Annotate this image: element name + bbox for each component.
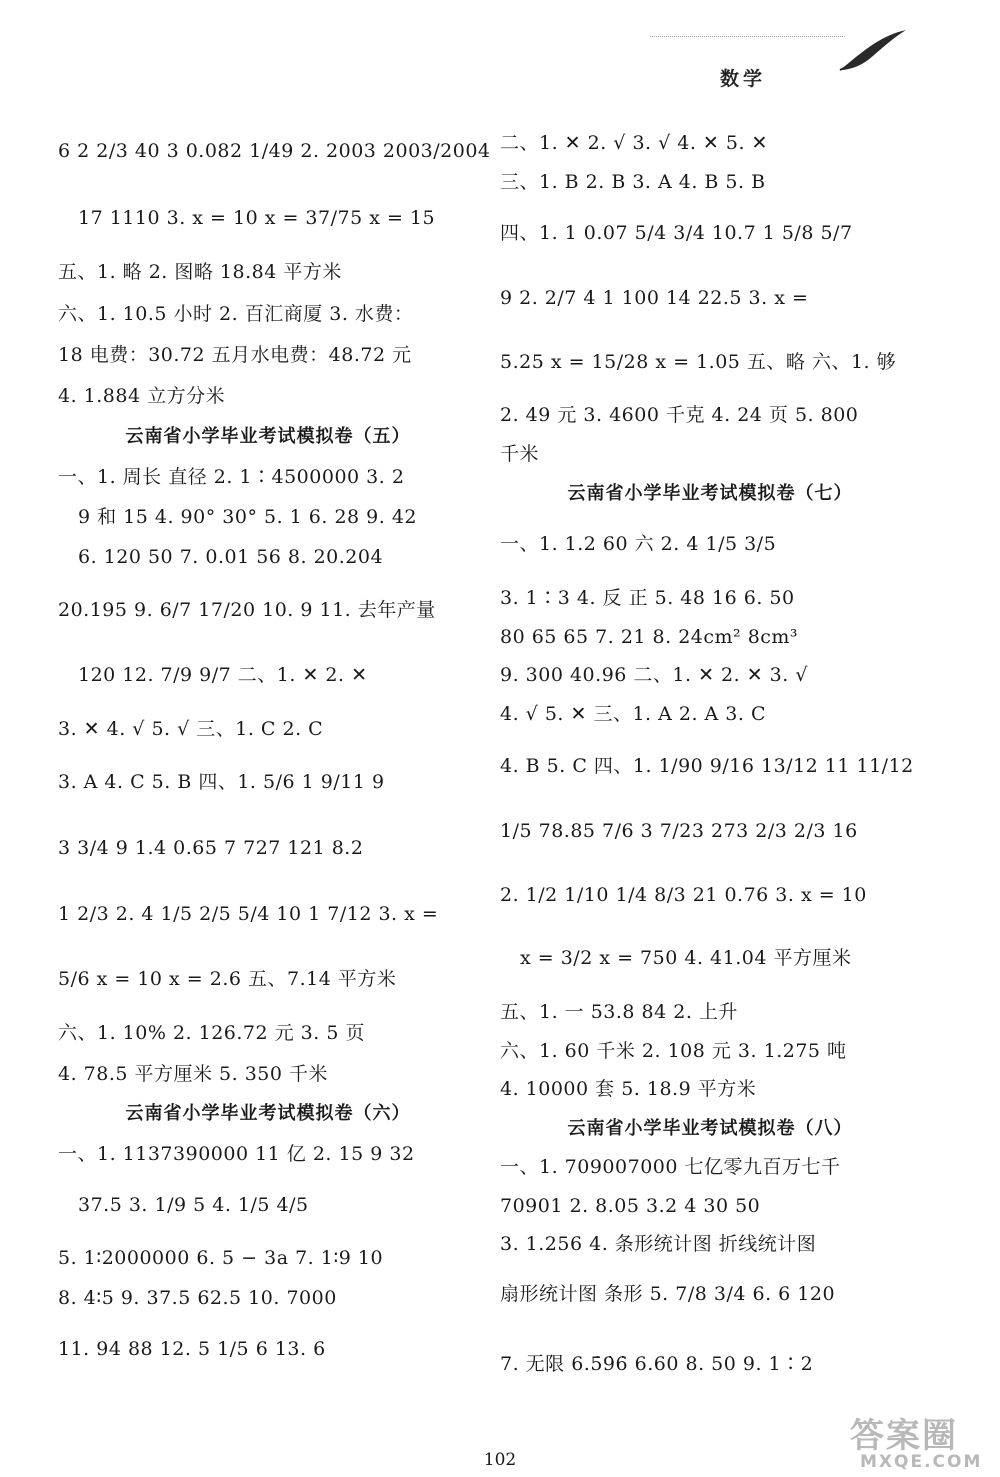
answer-line: 3 3/4 9 1.4 0.65 7 727 121 8.2 bbox=[58, 837, 364, 859]
answer-line: x = 3/2 x = 750 4. 41.04 平方厘米 bbox=[520, 947, 852, 969]
answer-line: 37.5 3. 1/9 5 4. 1/5 4/5 bbox=[78, 1194, 309, 1216]
header-dotted-line bbox=[650, 36, 845, 37]
answer-line: 3. ✕ 4. √ 5. √ 三、1. C 2. C bbox=[58, 718, 324, 740]
answer-line: 3. 1∶3 4. 反 正 5. 48 16 6. 50 bbox=[500, 587, 795, 609]
answer-line: 扇形统计图 条形 5. 7/8 3/4 6. 6 120 bbox=[500, 1283, 836, 1305]
answer-line: 3. A 4. C 5. B 四、1. 5/6 1 9/11 9 bbox=[58, 771, 385, 793]
answer-line: 3. 1.256 4. 条形统计图 折线统计图 bbox=[500, 1233, 817, 1255]
answer-line: 80 65 65 7. 21 8. 24cm² 8cm³ bbox=[500, 626, 799, 648]
answer-line: 一、1. 周长 直径 2. 1∶4500000 3. 2 bbox=[58, 466, 405, 488]
answer-line: 1 2/3 2. 4 1/5 2/5 5/4 10 1 7/12 3. x = bbox=[58, 903, 439, 925]
answer-line: 70901 2. 8.05 3.2 4 30 50 bbox=[500, 1195, 761, 1217]
answer-line: 2. 49 元 3. 4600 千克 4. 24 页 5. 800 bbox=[500, 404, 859, 426]
answer-line: 7. 无限 6.5̇9̇6̇ 6.60 8. 50 9. 1∶2 bbox=[500, 1353, 814, 1375]
watermark-logo: 答案圈 MXQE.COM bbox=[850, 1416, 983, 1472]
answer-line: 六、1. 10% 2. 126.72 元 3. 5 页 bbox=[58, 1022, 365, 1044]
answer-line: 5. 1∶2000000 6. 5 − 3a 7. 1∶9 10 bbox=[58, 1247, 384, 1269]
answer-line: 5/6 x = 10 x = 2.6 五、7.14 平方米 bbox=[58, 968, 397, 990]
answer-line: 4. 10000 套 5. 18.9 平方米 bbox=[500, 1078, 757, 1100]
answer-line: 五、1. 略 2. 图略 18.84 平方米 bbox=[58, 261, 342, 283]
answer-line: 千米 bbox=[500, 443, 540, 465]
answer-line: 8. 4∶5 9. 37.5 62.5 10. 7000 bbox=[58, 1287, 337, 1309]
answer-line: 一、1. 709007000 七亿零九百万七千 bbox=[500, 1156, 841, 1178]
section-title-5: 云南省小学毕业考试模拟卷（五） bbox=[125, 426, 411, 447]
answer-line: 120 12. 7/9 9/7 二、1. ✕ 2. ✕ bbox=[78, 664, 368, 686]
subject-label: 数学 bbox=[720, 68, 767, 90]
answer-line: 2. 1/2 1/10 1/4 8/3 21 0.76 3. x = 10 bbox=[500, 884, 867, 906]
answer-line: 4. 78.5 平方厘米 5. 350 千米 bbox=[58, 1063, 329, 1085]
answer-line: 6 2 2/3 40 3 0.082 1/49 2. 2003 2003/2004 bbox=[58, 140, 491, 162]
answer-line: 5.25 x = 15/28 x = 1.05 五、略 六、1. 够 bbox=[500, 351, 897, 373]
answer-line: 五、1. 一 53.8 84 2. 上升 bbox=[500, 1001, 738, 1023]
page-header bbox=[650, 22, 920, 90]
answer-line: 4. B 5. C 四、1. 1/90 9/16 13/12 11 11/12 bbox=[500, 755, 914, 777]
answer-line: 20.195 9. 6/7 17/20 10. 9 11. 去年产量 bbox=[58, 599, 436, 621]
answer-line: 9. 300 40.96 二、1. ✕ 2. ✕ 3. √ bbox=[500, 664, 808, 686]
answer-line: 18 电费：30.72 五月水电费：48.72 元 bbox=[58, 344, 412, 366]
answer-line: 4. √ 5. ✕ 三、1. A 2. A 3. C bbox=[500, 703, 767, 725]
answer-line: 四、1. 1 0.07 5/4 3/4 10.7 1 5/8 5/7 bbox=[500, 222, 853, 244]
answer-line: 6. 120 50 7. 0.01 56 8. 20.204 bbox=[78, 546, 384, 568]
answer-line: 二、1. ✕ 2. √ 3. √ 4. ✕ 5. ✕ bbox=[500, 132, 768, 154]
answer-line: 17 1110 3. x = 10 x = 37/75 x = 15 bbox=[78, 207, 436, 229]
section-title-7: 云南省小学毕业考试模拟卷（七） bbox=[567, 483, 853, 504]
answer-line: 1/5 78.85 7/6 3 7/23 273 2/3 2/3 16 bbox=[500, 820, 858, 842]
answer-line: 4. 1.884 立方分米 bbox=[58, 385, 226, 407]
section-title-8: 云南省小学毕业考试模拟卷（八） bbox=[567, 1118, 853, 1139]
answer-line: 9 2. 2/7 4 1 100 14 22.5 3. x = bbox=[500, 287, 809, 309]
feather-icon bbox=[838, 26, 908, 76]
answer-line: 9 和 15 4. 90° 30° 5. 1 6. 28 9. 42 bbox=[78, 506, 418, 528]
section-title-6: 云南省小学毕业考试模拟卷（六） bbox=[125, 1103, 411, 1124]
answer-line: 一、1. 1.2 60 六 2. 4 1/5 3/5 bbox=[500, 533, 777, 555]
answer-line: 六、1. 60 千米 2. 108 元 3. 1.275 吨 bbox=[500, 1040, 847, 1062]
answer-line: 三、1. B 2. B 3. A 4. B 5. B bbox=[500, 171, 766, 193]
answer-line: 一、1. 1137390000 11 亿 2. 15 9 32 bbox=[58, 1143, 415, 1165]
answer-line: 六、1. 10.5 小时 2. 百汇商厦 3. 水费： bbox=[58, 303, 414, 325]
answer-line: 11. 94 88 12. 5 1/5 6 13. 6 bbox=[58, 1338, 326, 1360]
page-number: 102 bbox=[483, 1450, 517, 1470]
